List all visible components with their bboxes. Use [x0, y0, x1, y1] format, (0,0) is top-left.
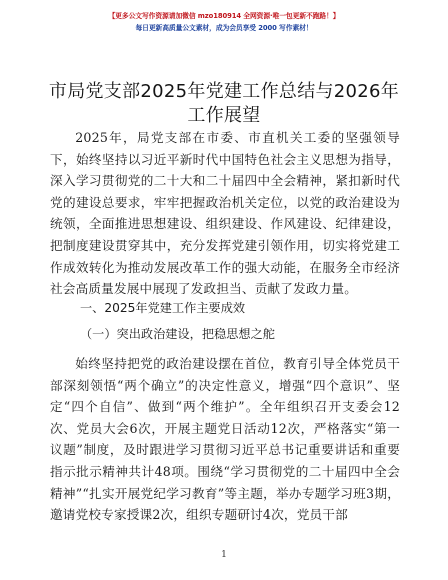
intro-paragraph: 2025年，局党支部在市委、市直机关工委的坚强领导下，始终坚持以习近平新时代中国特色社会主义思想为指导，深入学习贯彻党的二十大和二十届四中全会精神，紧扣新时代党的建设总要求，牢牢把握政治机关定位，以党的政治建设为统领，全面推进思想建设、组织建设、作风建设、纪律建设，把制度建设贯穿其中，充分发挥党建引领作用，切实将党建工作成效转化为推动发展改革工作的强大动能，在服务全市经济社会高质量发展中展现了发政担当、贡献了发政力量。 — [50, 130, 400, 297]
promo-banner-line-1: 【更多公文写作资源请加微信 mzo180914 全网资源·唯一包更新不跑路！】 — [108, 12, 340, 20]
document-title: 市局党支部2025年党建工作总结与2026年工作展望 — [48, 81, 400, 126]
promo-banner-line-2: 每日更新高质量公文素材，成为会员享受 2000 写作素材！ — [135, 24, 313, 32]
subsection-heading: （一）突出政治建设，把稳思想之舵 — [80, 327, 275, 341]
page-number: 1 — [221, 550, 227, 560]
section-heading: 一、2025年党建工作主要成效 — [80, 301, 246, 315]
body-paragraph: 始终坚持把党的政治建设摆在首位，教育引导全体党员干部深刻领悟“两个确立”的决定性意义，增强“四个意识”、坚定“四个自信”、做到“两个维护”。全年组织召开支委会12次、党员大会6次，开展主题党日活动12次，严格落实“第一议题”制度，及时跟进学习贯彻习近平总书记重要讲话和重要指示批示精神共计48项。围绕“学习贯彻党的二十届四中全会精神”“扎实开展党纪学习教育”等主题，举办专题学习班3期，邀请党校专家授课2次，组织专题研讨4次，党员干部 — [50, 356, 400, 523]
